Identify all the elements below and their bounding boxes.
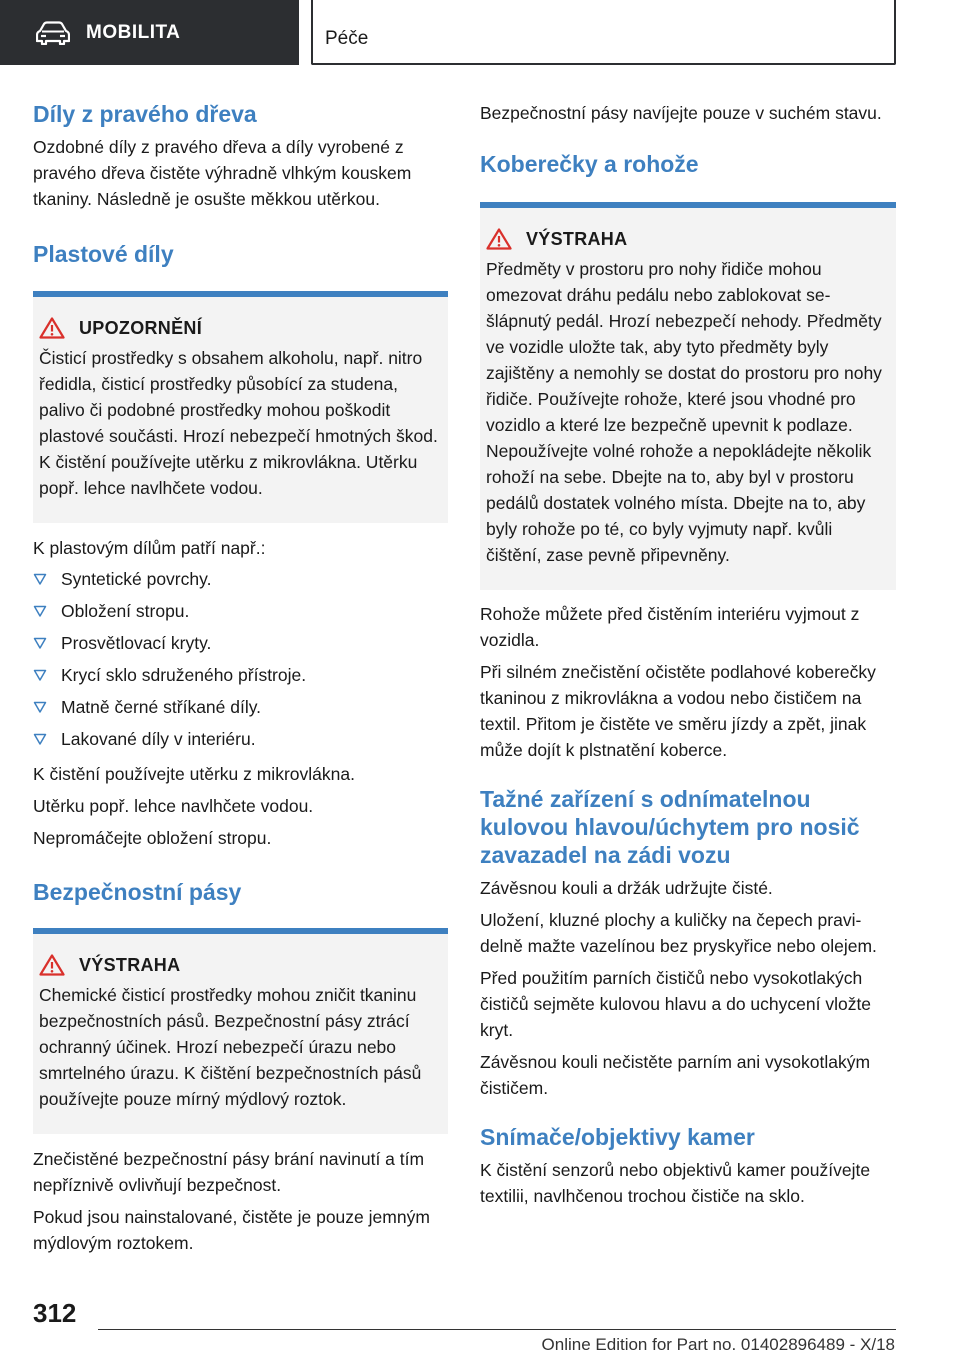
warning-text: Předměty v prostoru pro nohy řidiče mohou omezovat dráhu pedálu nebo zablokovat sešlápnutý pedál. Hrozí nebezpečí nehody. Předměty ve vozidle uložte tak, aby tyto předměty byly zajištěny a nemohly se dostat do prostoru pro nohy řidiče. Používejte rohože, které jsou vhodné pro vozidlo a které lze bezpečně upevnit k podlaze. Nepoužívejte volné rohože a nepokládejte několik rohoží na sebe. Dbejte na to, aby byl v prostoru pedálů dostatek volného místa. Dbejte na to, aby byly rohože po té, co byly vyjmuty např. kvůli čištění, zase pevně připevněny. xyxy=(486,259,882,565)
plastic-text-1: K čistění používejte utěrku z mikrovlákna. xyxy=(33,764,355,784)
belts-text-2: Pokud jsou nainstalované, čistěte je pouze jemným mýdlovým roztokem. xyxy=(33,1207,430,1253)
triangle-bullet-icon xyxy=(33,572,47,586)
mats-text-1: Rohože můžete před čistěním interiéru vyjmout z vozidla. xyxy=(480,604,860,650)
left-column xyxy=(33,100,448,1256)
list-item: Krycí sklo sdruženého přístroje. xyxy=(33,659,448,691)
list-item: Obložení stropu. xyxy=(33,595,448,627)
chapter-title: Péče xyxy=(325,28,369,49)
belts-text-3: Bezpečnostní pásy navíjejte pouze v suchém stavu. xyxy=(480,103,882,123)
plastic-list xyxy=(33,563,448,755)
tow-text-2: Uložení, kluzné plochy a kuličky na čepech pravidelně mažte vazelínou bez pryskyřice nebo olejem. xyxy=(480,910,877,956)
list-item: Matně černé stříkané díly. xyxy=(33,691,448,723)
tow-text-4: Závěsnou kouli nečistěte parním ani vysokotlakým čističem. xyxy=(480,1052,871,1098)
tow-text-3: Před použitím parních čističů nebo vysokotlakých čističů sejměte kulovou hlavu a do uchycení vložte kryt. xyxy=(480,968,872,1040)
caution-label: UPOZORNĚNÍ xyxy=(79,317,203,338)
triangle-bullet-icon xyxy=(33,732,47,746)
right-column xyxy=(480,100,896,1209)
list-item: Lakované díly v interiéru. xyxy=(33,723,448,755)
triangle-bullet-icon xyxy=(33,668,47,682)
mats-heading: Koberečky a rohože xyxy=(480,151,699,177)
plastic-intro: K plastovým dílům patří např.: xyxy=(33,538,266,558)
car-icon xyxy=(36,21,70,45)
section-header xyxy=(0,0,299,65)
camera-text: K čistění senzorů nebo objektivů kamer používejte textilii, navlhčenou trochou čističe na sklo. xyxy=(480,1160,871,1206)
belts-warning-box xyxy=(33,928,448,1134)
camera-heading: Snímače/objektivy kamer xyxy=(480,1124,755,1150)
caution-text: Čisticí prostředky s obsahem alkoholu, např. nitro ředidla, čisticí prostředky působící za studena, palivo či podobné prostředky mohou poškodit plastové součásti. Hrozí nebezpečí hmotných škod. K čistění používejte utěrku z mikrovlákna. Utěrku popř. lehce navlhčete vodou. xyxy=(39,348,438,498)
list-item: Syntetické povrchy. xyxy=(33,563,448,595)
chapter-header xyxy=(311,0,896,65)
mats-text-2: Při silném znečistění očistěte podlahové koberečky tkaninou z mikrovlákna a vodou nebo čističem na textil. Přitom je čistěte ve směru jízdy a zpět, jinak může dojít k plstnatění koberce. xyxy=(480,662,876,760)
triangle-bullet-icon xyxy=(33,700,47,714)
footer-divider xyxy=(98,1329,896,1330)
warning-icon xyxy=(39,317,65,339)
tow-heading: Tažné zařízení s odnímatelnou kulovou hlavou/úchytem pro nosič zavazadel na zádi vozu xyxy=(480,786,860,868)
section-title: MOBILITA xyxy=(86,21,181,43)
page-number: 312 xyxy=(33,1298,77,1328)
mats-warning-box xyxy=(480,202,896,590)
warning-text: Chemické čisticí prostředky mohou zničit tkaninu bezpečnostních pásů. Bezpečnostní pásy ztrácí ochranný účinek. Hrozí nebezpečí úrazu nebo smrtelného úrazu. K čištění bezpečnostních pásů používejte pouze mírný mýdlový roztok. xyxy=(39,985,422,1109)
warning-label: VÝSTRAHA xyxy=(526,228,628,249)
list-item: Prosvětlovací kryty. xyxy=(33,627,448,659)
wood-heading: Díly z pravého dřeva xyxy=(33,101,257,127)
tow-text-1: Závěsnou kouli a držák udržujte čisté. xyxy=(480,878,773,898)
warning-label: VÝSTRAHA xyxy=(79,954,181,975)
plastic-caution-box xyxy=(33,291,448,523)
belts-heading: Bezpečnostní pásy xyxy=(33,879,242,905)
warning-icon xyxy=(486,228,512,250)
warning-icon xyxy=(39,954,65,976)
triangle-bullet-icon xyxy=(33,636,47,650)
plastic-text-2: Utěrku popř. lehce navlhčete vodou. xyxy=(33,796,314,816)
plastic-text-3: Nepromáčejte obložení stropu. xyxy=(33,828,272,848)
edition-note: Online Edition for Part no. 01402896489 - X/18 xyxy=(541,1335,895,1354)
wood-text: Ozdobné díly z pravého dřeva a díly vyrobené z pravého dřeva čistěte výhradně vlhkým kouskem tkaniny. Následně je osušte měkkou utěrkou. xyxy=(33,137,412,209)
belts-text-1: Znečistěné bezpečnostní pásy brání navinutí a tím nepříznivě ovlivňují bezpečnost. xyxy=(33,1149,425,1195)
plastic-heading: Plastové díly xyxy=(33,241,174,267)
triangle-bullet-icon xyxy=(33,604,47,618)
